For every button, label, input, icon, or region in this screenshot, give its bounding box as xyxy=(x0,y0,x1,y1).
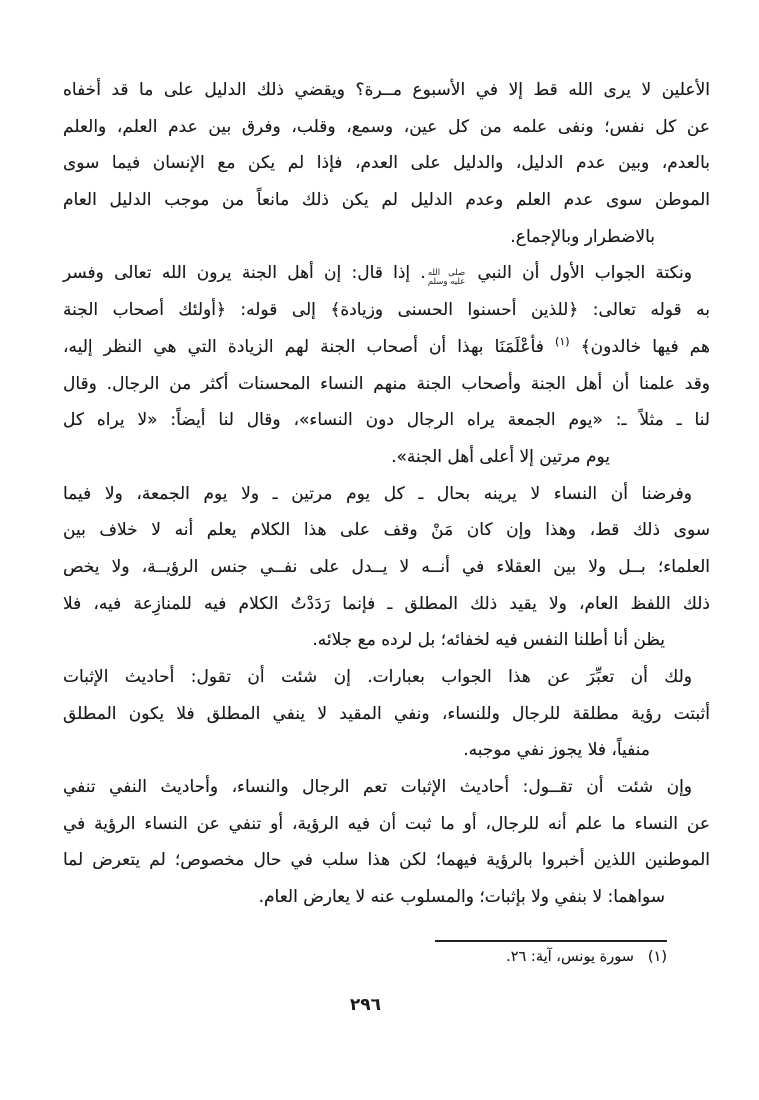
text-line: عن كل نفس؛ ونفى علمه من كل عين، وسمع، وقلب، وفرق بين عدم العلم، والعلم xyxy=(63,116,710,137)
text-line: يوم مرتين إلا أعلى أهل الجنة». xyxy=(391,446,610,467)
text-line: وقد علمنا أن أهل الجنة وأصحاب الجنة منهم النساء المحسنات أكثر من الرجال. وقال xyxy=(63,373,710,394)
salawat-seal: صلى الله عليه وسلم xyxy=(427,268,466,288)
text-line: ونكتة الجواب الأول أن النبي صلى الله عليه وسلم . إذا قال: إن أهل الجنة يرون الله تعالى وفسر xyxy=(63,263,693,288)
text-line: سواهما: لا بنفي ولا بإثبات؛ والمسلوب عنه لا يعارض العام. xyxy=(258,887,665,908)
page-number: ٢٩٦ xyxy=(349,995,382,1015)
paragraph xyxy=(63,659,710,769)
paragraph xyxy=(63,255,710,475)
text-line: الأعلين لا يرى الله قط إلا في الأسبوع مــرة؟ ويقضي ذلك الدليل على ما قد أخفاه xyxy=(63,80,710,100)
text-line: وإن شئت أن تقــول: أحاديث الإثبات تعم الرجال والنساء، وأحاديث النفي تنفي xyxy=(63,777,692,798)
text-line: الموطن سوى عدم العلم وعدم الدليل لم يكن ذلك مانعاً من موجب الدليل العام xyxy=(63,190,710,211)
footnote xyxy=(435,940,667,965)
text-line: منفياً، فلا يجوز نفي موجبه. xyxy=(463,740,650,761)
text-line: ولك أن تعبِّرَ عن هذا الجواب بعبارات. إن شئت أن تقول: أحاديث الإثبات xyxy=(63,667,692,687)
text-line: عن النساء ما علم أنه للرجال، أو ما ثبت أن فيه الرؤية، أو تنفي عن النساء الرؤية في xyxy=(63,813,710,834)
footnote-separator xyxy=(435,940,667,942)
text-block xyxy=(63,72,710,916)
text-line: الموطنين اللذين أخبروا بالرؤية فيهما؛ لكن هذا سلب في حال مخصوص؛ لم يتعرض لما xyxy=(63,850,710,871)
text-line: لنا ـ مثلاً ـ: «يوم الجمعة يراه الرجال دون النساء»، وقال لنا أيضاً: «لا يراه كل xyxy=(63,410,710,431)
text-line: يظن أنا أطلنا النفس فيه لخفائه؛ بل لرده مع جلائه. xyxy=(312,630,665,651)
text-line: هم فيها خالدون﴾ $^{(١)}$ فأعْلَمَنَا بهذا أن أصحاب الجنة لهم الزيادة التي هي النظر إليه، xyxy=(63,334,711,357)
text-line: وفرضنا أن النساء لا يرينه بحال ـ كل يوم مرتين ـ ولا يوم الجمعة، ولا فيما xyxy=(63,483,692,504)
footnote-row xyxy=(435,949,667,965)
footnote-text: سورة يونس، آية: ٢٦. xyxy=(506,949,634,965)
footnote-marker: (١) xyxy=(647,949,667,965)
text-line: سوى ذلك قط، وهذا وإن كان مَنْ وقف على هذا الكلام يعلم أنه لا خلاف بين xyxy=(63,520,710,541)
footnote-ref: (١) xyxy=(555,334,570,348)
paragraph xyxy=(63,769,710,916)
text-line: بالاضطرار وبالإجماع. xyxy=(510,226,655,247)
paragraph xyxy=(63,476,710,659)
text-line: العلماء؛ بــل ولا بين العقلاء في أنــه لا يــدل على نفــي جنس الرؤيــة، ولا يخص xyxy=(63,556,710,577)
text-line: ذلك اللفظ العام، ولا يقيد ذلك المطلق ـ فإنما رَدَدْتُ الكلام فيه للمنازِعة فيه، فلا xyxy=(63,593,710,614)
text-line: أثبتت رؤية مطلقة للرجال وللنساء، ونفي المقيد لا ينفي المطلق فلا يكون المطلق xyxy=(63,703,710,724)
text-line: به قوله تعالى: ﴿للذين أحسنوا الحسنى وزيادة﴾ إلى قوله: ﴿أولئك أصحاب الجنة xyxy=(63,300,710,321)
text-line: بالعدم، وبين عدم الدليل، والدليل على العدم، فإذا لم يكن مع الإنسان فيما سوى xyxy=(63,153,710,174)
paragraph xyxy=(63,72,710,255)
